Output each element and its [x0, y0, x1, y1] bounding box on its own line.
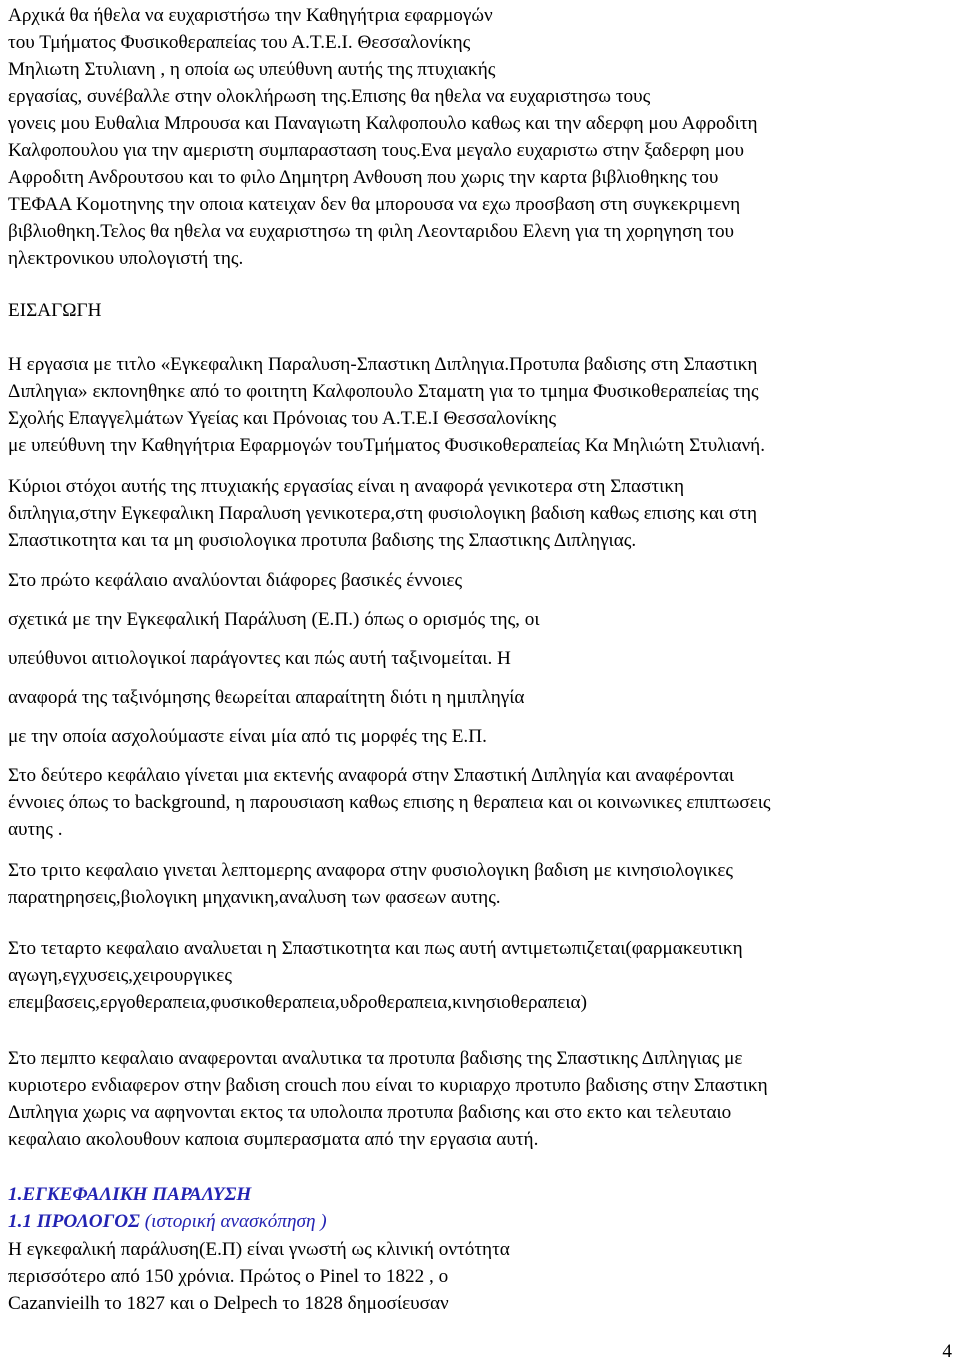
- text-line: εργασίας, συνέβαλλε στην ολοκλήρωση της.Επισης θα ηθελα να ευχαριστησω τους: [8, 86, 651, 107]
- chapter-1-paragraph: [8, 567, 958, 762]
- text-line: αυτης .: [8, 819, 63, 840]
- section-body-paragraph: [8, 1236, 958, 1317]
- text-line: ηλεκτρονικου υπολογιστή της.: [8, 248, 244, 269]
- intro-paragraph-2: [8, 473, 958, 554]
- text-line: κεφαλαιο ακολουθουν καποια συμπερασματα από την εργασια αυτή.: [8, 1129, 539, 1150]
- text-line: του Τμήματος Φυσικοθεραπείας του Α.Τ.Ε.Ι. Θεσσαλονίκης: [8, 32, 471, 53]
- text-line: Διπληγια χωρις να αφηνονται εκτος τα υπολοιπα προτυπα βαδισης και στο εκτο και τελευταιο: [8, 1102, 732, 1123]
- text-line: Σχολής Επαγγελμάτων Υγείας και Πρόνοιας του Α.Τ.Ε.Ι Θεσσαλονίκης: [8, 408, 557, 429]
- text-line: υπεύθυνοι αιτιολογικοί παράγοντες και πώς αυτή ταξινομείται. Η: [8, 648, 511, 669]
- text-line: Στο πεμπτο κεφαλαιο αναφερονται αναλυτικα τα προτυπα βαδισης της Σπαστικης Διπληγιας με: [8, 1048, 743, 1069]
- text-line: Στο δεύτερο κεφάλαιο γίνεται μια εκτενής αναφορά στην Σπαστική Διπληγία και αναφέρονται: [8, 765, 735, 786]
- text-line: Μηλιωτη Στυλιανη , η οποία ως υπεύθυνη αυτής της πτυχιακής: [8, 59, 496, 80]
- text-line: κυριοτερο ενδιαφερον στην βαδιση crouch που είναι το κυριαρχο προτυπο βαδισης στην Σπαστικη: [8, 1075, 768, 1096]
- text-line: διπληγια,στην Εγκεφαλικη Παραλυση γενικοτερα,στη φυσιολογικη βαδιση καθως επισης και στη: [8, 503, 757, 524]
- acknowledgements-paragraph: [8, 2, 958, 272]
- text-line: Αρχικά θα ήθελα να ευχαριστήσω την Καθηγήτρια εφαρμογών: [8, 5, 493, 26]
- text-line: με υπεύθυνη την Καθηγήτρια Εφαρμογών τουΤμήματος Φυσικοθεραπείας Κα Μηλιώτη Στυλιανή.: [8, 435, 766, 456]
- text-line: ΤΕΦΑΑ Κομοτηνης την οποια κατειχαν δεν θα μπορουσα να εχω προσβαση στη συγκεκριμενη: [8, 194, 741, 215]
- subheading-title: 1.1 ΠΡΟΛΟΓΟΣ: [8, 1211, 140, 1232]
- text-line: αγωγη,εγχυσεις,χειρουργικες: [8, 965, 232, 986]
- text-line: γονεις μου Ευθαλια Μπρουσα και Παναγιωτη Καλφοπουλο καθως και την αδερφη μου Αφροδιτη: [8, 113, 758, 134]
- text-line: Καλφοπουλου για την αμεριστη συμπαρασταση τους.Ενα μεγαλο ευχαριστω στην ξαδερφη μου: [8, 140, 745, 161]
- text-line: με την οποία ασχολούμαστε είναι μία από τις μορφές της Ε.Π.: [8, 726, 487, 747]
- text-line: σχετικά με την Εγκεφαλική Παράλυση (Ε.Π.) όπως ο ορισμός της, οι: [8, 609, 540, 630]
- page-number: 4: [942, 1341, 952, 1362]
- chapter-5-paragraph: [8, 1045, 958, 1153]
- text-line: αναφορά της ταξινόμησης θεωρείται απαραίτητη διότι η ημιπληγία: [8, 687, 525, 708]
- text-line: έννοιες όπως το background, η παρουσιαση καθως επισης η θεραπεια και οι κοινωνικες επιπτωσεις: [8, 792, 771, 813]
- text-line: παρατηρησεις,βιολογικη μηχανικη,αναλυση των φασεων αυτης.: [8, 887, 501, 908]
- text-line: Η εργασια με τιτλο «Εγκεφαλικη Παραλυση-Σπαστικη Διπληγια.Προτυπα βαδισης στη Σπαστικη: [8, 354, 758, 375]
- text-line: Η εγκεφαλική παράλυση(Ε.Π) είναι γνωστή ως κλινική οντότητα: [8, 1239, 510, 1260]
- text-line: Αφροδιτη Ανδρουτσου και το φιλο Δημητρη Ανθουση που χωρις την καρτα βιβλιοθηκης του: [8, 167, 719, 188]
- chapter-4-paragraph: [8, 935, 958, 1016]
- introduction-title: [8, 297, 958, 324]
- section-subheading: [8, 1208, 327, 1235]
- text-line: Σπαστικοτητα και τα μη φυσιολογικα προτυπα βαδισης της Σπαστικης Διπληγιας.: [8, 530, 637, 551]
- text-line: Στο τεταρτο κεφαλαιο αναλυεται η Σπαστικοτητα και πως αυτή αντιμετωπιζεται(φαρμακευτικη: [8, 938, 743, 959]
- text-line: βιβλιοθηκη.Τελος θα ηθελα να ευχαριστησω τη φιλη Λεονταριδου Ελενη για τη χορηγηση του: [8, 221, 735, 242]
- text-line: Cazanvieilh το 1827 και ο Delpech το 1828 δημοσίευσαν: [8, 1293, 449, 1314]
- section-title: ΕΙΣΑΓΩΓΗ: [8, 300, 102, 321]
- chapter-3-paragraph: [8, 857, 958, 911]
- text-line: Στο πρώτο κεφάλαιο αναλύονται διάφορες βασικές έννοιες: [8, 570, 463, 591]
- text-line: Διπληγια» εκπονηθηκε από το φοιτητη Καλφοπουλο Σταματη για το τμημα Φυσικοθεραπείας της: [8, 381, 759, 402]
- text-line: Στο τριτο κεφαλαιο γινεται λεπτομερης αναφορα στην φυσιολογικη βαδιση με κινησιολογικες: [8, 860, 734, 881]
- text-line: περισσότερο από 150 χρόνια. Πρώτος ο Pinel το 1822 , ο: [8, 1266, 449, 1287]
- chapter-2-paragraph: [8, 762, 958, 843]
- text-line: επεμβασεις,εργοθεραπεια,φυσικοθεραπεια,υδροθεραπεια,κινησιοθεραπεια): [8, 992, 587, 1013]
- chapter-heading: 1.ΕΓΚΕΦΑΛΙΚΗ ΠΑΡΑΛΥΣΗ: [8, 1184, 252, 1205]
- intro-paragraph-1: [8, 351, 958, 459]
- subheading-note: (ιστορική ανασκόπηση ): [139, 1211, 327, 1232]
- text-line: Κύριοι στόχοι αυτής της πτυχιακής εργασίας είναι η αναφορά γενικοτερα στη Σπαστικη: [8, 476, 685, 497]
